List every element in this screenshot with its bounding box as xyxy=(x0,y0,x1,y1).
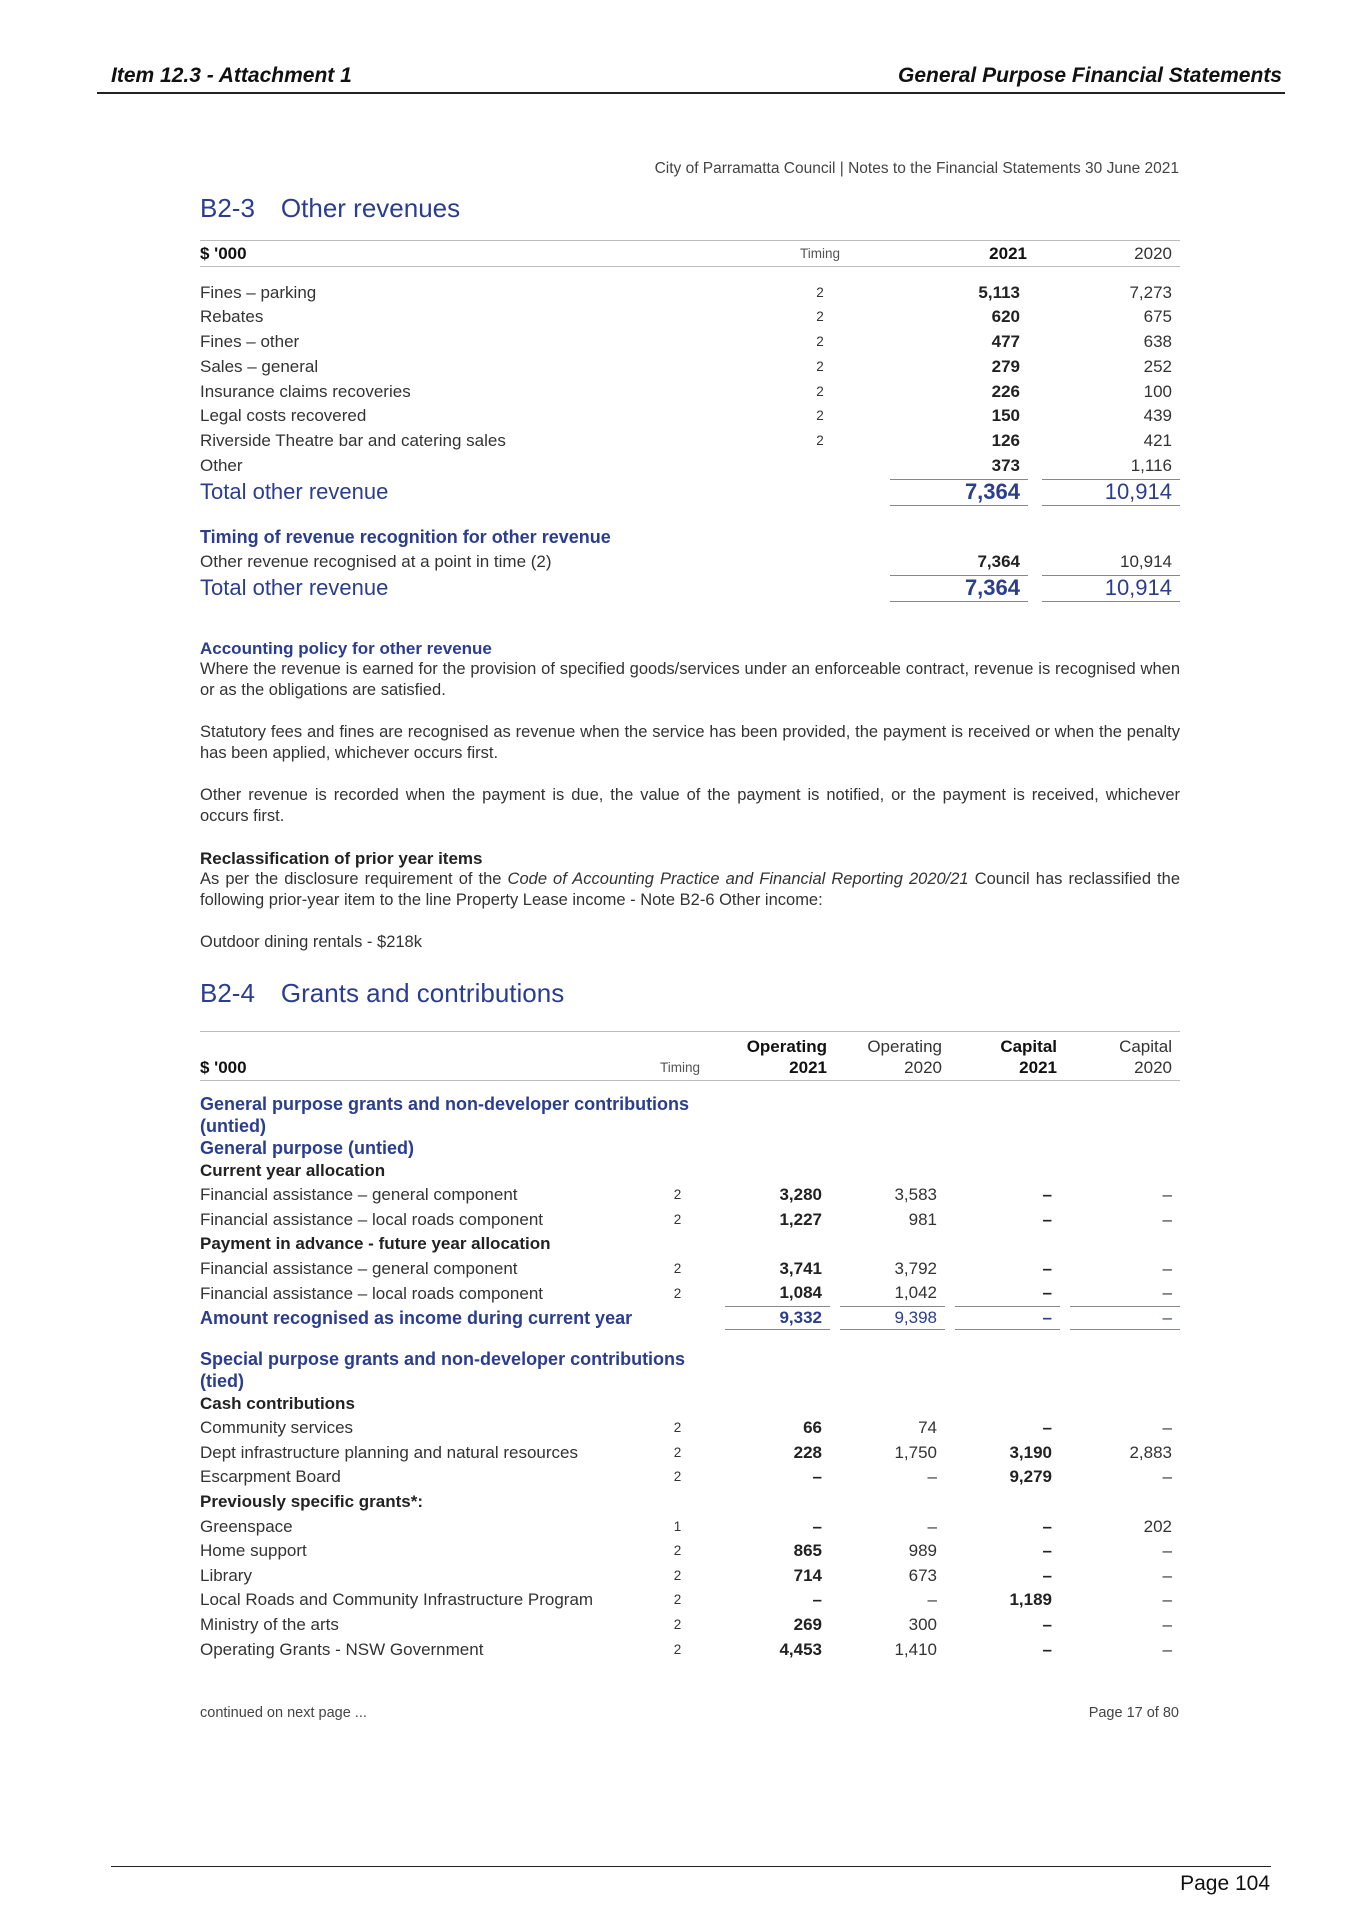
sec1-title-row xyxy=(200,1093,1180,1137)
row-timing: 2 xyxy=(673,1616,682,1632)
col-2020: 2020 xyxy=(1035,241,1180,267)
row-op21: 228 xyxy=(720,1441,835,1466)
sec2-title: Special purpose grants and non-developer contributions (tied) xyxy=(200,1348,686,1391)
row-timing: 2 xyxy=(673,1187,682,1203)
row-label: Ministry of the arts xyxy=(200,1614,339,1634)
col-cap-2020: Capital 2020 xyxy=(1065,1032,1180,1081)
row-2020: 252 xyxy=(1035,355,1180,380)
b23-number: B2-3 xyxy=(200,193,255,223)
row-2021: 620 xyxy=(991,307,1020,327)
col-timing: Timing xyxy=(760,241,880,267)
row-label: Greenspace xyxy=(200,1516,293,1536)
row-cap20: – xyxy=(1065,1416,1180,1441)
row-op21: 66 xyxy=(720,1416,835,1441)
row-cap21: – xyxy=(950,1208,1065,1233)
row-2020: 675 xyxy=(1035,305,1180,330)
grp-prev-row xyxy=(200,1490,1180,1515)
total-label: Total other revenue xyxy=(200,478,389,504)
reclass-italic: Code of Accounting Practice and Financial Reporting 2020/21 xyxy=(507,870,969,888)
section-b2-3 xyxy=(200,193,1180,602)
row-cap21: – xyxy=(950,1638,1065,1663)
b24-heading xyxy=(200,978,1180,1009)
row-op21: 865 xyxy=(720,1539,835,1564)
row-2020: 1,116 xyxy=(1035,454,1180,479)
reclass-text xyxy=(200,869,1180,911)
row-label: Other xyxy=(200,456,243,476)
row-cap20: – xyxy=(1065,1588,1180,1613)
row-cap20: 2,883 xyxy=(1065,1441,1180,1466)
row-op21: 3,741 xyxy=(720,1257,835,1282)
table-row xyxy=(200,330,1180,355)
row-op21: – xyxy=(720,1515,835,1540)
timing-row-2020: 10,914 xyxy=(1035,550,1180,575)
amount-row xyxy=(200,1307,1180,1330)
grp-advance: Payment in advance - future year allocation xyxy=(200,1234,551,1254)
header-rule xyxy=(97,92,1285,94)
row-label: Operating Grants - NSW Government xyxy=(200,1639,484,1659)
other-revenues-table xyxy=(200,240,1180,602)
row-op20: 74 xyxy=(835,1416,950,1441)
grants-col-timing: Timing xyxy=(640,1032,720,1081)
grp-cash-row xyxy=(200,1392,1180,1417)
table-row xyxy=(200,281,1180,306)
row-op21: 1,227 xyxy=(720,1208,835,1233)
row-timing: 2 xyxy=(673,1444,682,1460)
timing-total-row xyxy=(200,575,1180,601)
col-cap-2021: Capital 2021 xyxy=(950,1032,1065,1081)
row-2021: 373 xyxy=(890,454,1035,479)
reclass-heading: Reclassification of prior year items xyxy=(200,849,483,868)
row-op20: – xyxy=(835,1465,950,1490)
row-cap21: – xyxy=(950,1539,1065,1564)
page-of: Page 17 of 80 xyxy=(1088,1705,1179,1721)
total-other-revenue-row xyxy=(200,479,1180,505)
row-op20: – xyxy=(835,1515,950,1540)
row-op21: 1,084 xyxy=(720,1281,835,1306)
row-cap20: – xyxy=(1065,1208,1180,1233)
policy-p3: Other revenue is recorded when the payment is due, the value of the payment is notified, or the payment is received, whichever occurs first. xyxy=(200,786,1180,825)
row-cap21: – xyxy=(950,1257,1065,1282)
row-label: Community services xyxy=(200,1418,354,1438)
total-2021: 7,364 xyxy=(890,479,1035,505)
sec1-sub: General purpose (untied) xyxy=(200,1137,415,1158)
timing-row-label: Other revenue recognised at a point in time (2) xyxy=(200,552,552,572)
amount-op21: 9,332 xyxy=(720,1307,835,1330)
row-label: Financial assistance – general component xyxy=(200,1258,518,1278)
other-revenues-body xyxy=(200,267,1180,480)
row-label: Riverside Theatre bar and catering sales xyxy=(200,431,506,451)
col-unit: $ '000 xyxy=(200,241,760,267)
row-op20: 673 xyxy=(835,1564,950,1589)
row-label: Financial assistance – local roads component xyxy=(200,1283,544,1303)
row-cap20: – xyxy=(1065,1183,1180,1208)
row-label: Home support xyxy=(200,1541,307,1561)
row-label: Legal costs recovered xyxy=(200,406,367,426)
row-op20: 989 xyxy=(835,1539,950,1564)
row-op21: 269 xyxy=(720,1613,835,1638)
row-timing xyxy=(760,454,880,479)
grp-cash: Cash contributions xyxy=(200,1393,355,1413)
table-row xyxy=(200,1183,1180,1208)
row-timing: 2 xyxy=(816,358,824,374)
table-row xyxy=(200,305,1180,330)
footer-rule xyxy=(111,1866,1271,1867)
row-op21: – xyxy=(720,1465,835,1490)
row-label: Sales – general xyxy=(200,356,319,376)
row-label: Fines – other xyxy=(200,332,300,352)
row-cap20: – xyxy=(1065,1465,1180,1490)
timing-total-label: Total other revenue xyxy=(200,574,389,600)
table-row xyxy=(200,1441,1180,1466)
table-row xyxy=(200,1515,1180,1540)
row-timing: 1 xyxy=(673,1518,682,1534)
header-right: General Purpose Financial Statements xyxy=(898,64,1282,87)
sec1-sub-row xyxy=(200,1137,1180,1159)
b24-number: B2-4 xyxy=(200,978,255,1008)
row-cap20: – xyxy=(1065,1638,1180,1663)
table-row xyxy=(200,1539,1180,1564)
row-cap21: – xyxy=(950,1183,1065,1208)
row-2021: 226 xyxy=(991,381,1020,401)
outdoor-dining: Outdoor dining rentals - $218k xyxy=(200,933,422,951)
row-label: Financial assistance – general component xyxy=(200,1185,518,1205)
row-op21: – xyxy=(720,1588,835,1613)
row-cap21: – xyxy=(950,1613,1065,1638)
row-cap21: – xyxy=(950,1416,1065,1441)
row-op20: 3,792 xyxy=(835,1257,950,1282)
table-row xyxy=(200,454,1180,479)
row-2020: 7,273 xyxy=(1035,281,1180,306)
row-label: Rebates xyxy=(200,307,264,327)
row-label: Library xyxy=(200,1565,252,1585)
row-op20: 1,410 xyxy=(835,1638,950,1663)
amount-label: Amount recognised as income during current year xyxy=(200,1307,633,1328)
page-number: Page 104 xyxy=(1180,1872,1270,1895)
header-left: Item 12.3 - Attachment 1 xyxy=(111,64,352,87)
policy-p2: Statutory fees and fines are recognised as revenue when the service has been provided, the payment is received or when the penalty has been applied, whichever occurs first. xyxy=(200,723,1180,762)
row-op20: – xyxy=(835,1588,950,1613)
row-2020: 439 xyxy=(1035,404,1180,429)
row-cap20: – xyxy=(1065,1613,1180,1638)
timing-heading-row xyxy=(200,525,1180,550)
row-timing: 2 xyxy=(816,408,824,424)
grants-body xyxy=(200,1081,1180,1663)
row-timing: 2 xyxy=(673,1260,682,1276)
row-cap21: – xyxy=(950,1515,1065,1540)
row-label: Escarpment Board xyxy=(200,1467,341,1487)
row-timing: 2 xyxy=(816,309,824,325)
grants-col-unit: $ '000 xyxy=(200,1032,640,1081)
row-2021: 150 xyxy=(991,406,1020,426)
timing-row xyxy=(200,550,1180,575)
row-cap21: – xyxy=(950,1564,1065,1589)
row-op21: 3,280 xyxy=(720,1183,835,1208)
row-op20: 300 xyxy=(835,1613,950,1638)
row-timing: 2 xyxy=(673,1592,682,1608)
table-row xyxy=(200,1416,1180,1441)
row-op20: 981 xyxy=(835,1208,950,1233)
row-2021: 126 xyxy=(991,431,1020,451)
grants-header-row xyxy=(200,1032,1180,1081)
row-cap21: 1,189 xyxy=(950,1588,1065,1613)
col-2021: 2021 xyxy=(890,241,1035,267)
reclass-pre: As per the disclosure requirement of the xyxy=(200,870,508,888)
row-timing: 2 xyxy=(673,1469,682,1485)
row-timing: 2 xyxy=(816,334,824,350)
sec2-title-row xyxy=(200,1348,1180,1392)
row-cap20: – xyxy=(1065,1564,1180,1589)
timing-total-2020: 10,914 xyxy=(1035,575,1180,601)
row-2021: 279 xyxy=(991,356,1020,376)
row-timing: 2 xyxy=(816,433,824,449)
table-header-row xyxy=(200,241,1180,267)
table-row xyxy=(200,1588,1180,1613)
page-subtitle: City of Parramatta Council | Notes to the Financial Statements 30 June 2021 xyxy=(654,160,1179,177)
amount-cap20: – xyxy=(1065,1307,1180,1330)
row-cap20: – xyxy=(1065,1257,1180,1282)
row-op21: 4,453 xyxy=(720,1638,835,1663)
grp-current: Current year allocation xyxy=(200,1160,386,1180)
timing-row-2021: 7,364 xyxy=(890,550,1035,575)
table-row xyxy=(200,1281,1180,1306)
row-cap21: 3,190 xyxy=(950,1441,1065,1466)
row-timing: 2 xyxy=(673,1543,682,1559)
row-op20: 1,750 xyxy=(835,1441,950,1466)
row-timing: 2 xyxy=(816,284,824,300)
row-timing: 2 xyxy=(673,1285,682,1301)
row-label: Local Roads and Community Infrastructure Program xyxy=(200,1590,594,1610)
b24-title: Grants and contributions xyxy=(280,978,565,1008)
row-2021: 477 xyxy=(991,332,1020,352)
table-row xyxy=(200,1208,1180,1233)
timing-total-2021: 7,364 xyxy=(890,575,1035,601)
row-op20: 1,042 xyxy=(835,1281,950,1306)
table-row xyxy=(200,1638,1180,1663)
table-row xyxy=(200,1613,1180,1638)
b23-title: Other revenues xyxy=(280,193,461,223)
row-timing: 2 xyxy=(673,1211,682,1227)
total-2020: 10,914 xyxy=(1035,479,1180,505)
row-timing: 2 xyxy=(673,1641,682,1657)
table-row xyxy=(200,355,1180,380)
row-label: Insurance claims recoveries xyxy=(200,381,411,401)
policy-p1: Where the revenue is earned for the provision of specified goods/services under an enforceable contract, revenue is recognised when or as the obligations are satisfied. xyxy=(200,660,1180,699)
accounting-policy xyxy=(200,638,1180,953)
section-b2-4 xyxy=(200,978,1180,1662)
grp-current-row xyxy=(200,1159,1180,1184)
table-row xyxy=(200,1257,1180,1282)
row-2020: 100 xyxy=(1035,380,1180,405)
table-row xyxy=(200,1564,1180,1589)
row-label: Financial assistance – local roads component xyxy=(200,1209,544,1229)
table-row xyxy=(200,429,1180,454)
row-label: Dept infrastructure planning and natural resources xyxy=(200,1442,578,1462)
table-row xyxy=(200,380,1180,405)
amount-cap21: – xyxy=(950,1307,1065,1330)
row-op20: 3,583 xyxy=(835,1183,950,1208)
row-cap20: 202 xyxy=(1065,1515,1180,1540)
b23-heading xyxy=(200,193,1180,224)
policy-heading: Accounting policy for other revenue xyxy=(200,639,492,658)
row-op21: 714 xyxy=(720,1564,835,1589)
table-row xyxy=(200,1465,1180,1490)
row-timing: 2 xyxy=(816,383,824,399)
row-cap20: – xyxy=(1065,1539,1180,1564)
row-label: Fines – parking xyxy=(200,282,317,302)
row-timing: 2 xyxy=(673,1567,682,1583)
row-timing: 2 xyxy=(673,1420,682,1436)
row-cap20: – xyxy=(1065,1281,1180,1306)
amount-op20: 9,398 xyxy=(835,1307,950,1330)
grp-prev: Previously specific grants*: xyxy=(200,1491,423,1511)
row-2021: 5,113 xyxy=(978,282,1020,302)
row-cap21: – xyxy=(950,1281,1065,1306)
col-op-2020: Operating 2020 xyxy=(835,1032,950,1081)
reclass-post: Council has reclassified the following prior-year item to the line Property Lease income - Note B2-6 Other income: xyxy=(200,870,1180,909)
grants-table xyxy=(200,1031,1180,1662)
row-2020: 421 xyxy=(1035,429,1180,454)
row-cap21: 9,279 xyxy=(950,1465,1065,1490)
continued-note: continued on next page ... xyxy=(200,1705,367,1721)
sec1-title: General purpose grants and non-developer contributions (untied) xyxy=(200,1093,690,1136)
timing-heading: Timing of revenue recognition for other revenue xyxy=(200,527,611,548)
grp-advance-row xyxy=(200,1232,1180,1257)
col-op-2021: Operating 2021 xyxy=(720,1032,835,1081)
table-row xyxy=(200,404,1180,429)
row-2020: 638 xyxy=(1035,330,1180,355)
